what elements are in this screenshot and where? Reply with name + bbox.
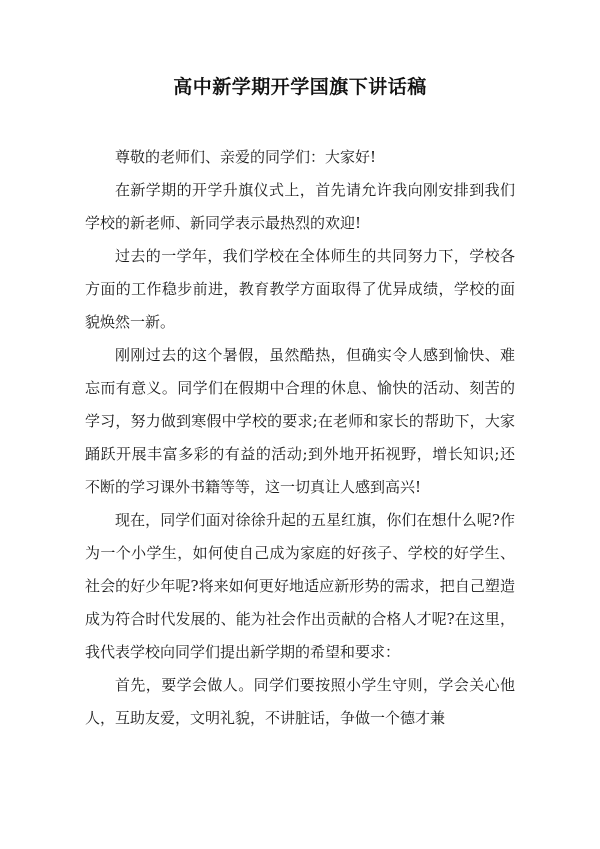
paragraph-greeting: 尊敬的老师们、亲爱的同学们：大家好!	[115, 148, 377, 166]
paragraph-summer: 刚刚过去的这个暑假，虽然酷热，但确实令人感到愉快、难忘而有意义。同学们在假期中合理的休息、愉快的活动、刻苦的学习，努力做到寒假中学校的要求;在老师和家长的帮助下，大家踊跃开展丰富多彩的有益的活动;到外地开拓视野，增长知识;还不断的学习课外书籍等等，这一切真让人感到高兴!	[85, 346, 515, 496]
document-title: 高中新学期开学国旗下讲话稿	[173, 76, 427, 98]
document-body	[85, 141, 515, 735]
paragraph-past-year: 过去的一学年，我们学校在全体师生的共同努力下，学校各方面的工作稳步前进，教育教学方面取得了优异成绩，学校的面貌焕然一新。	[85, 247, 515, 331]
paragraph-welcome: 在新学期的开学升旗仪式上，首先请允许我向刚安排到我们学校的新老师、新同学表示最热烈的欢迎!	[85, 181, 515, 232]
paragraph-now: 现在，同学们面对徐徐升起的五星红旗，你们在想什么呢?作为一个小学生，如何使自己成为家庭的好孩子、学校的好学生、社会的好少年呢?将来如何更好地适应新形势的需求，把自己塑造成为符合时代发展的、能为社会作出贡献的合格人才呢?在这里，我代表学校向同学们提出新学期的希望和要求：	[85, 511, 515, 661]
paragraph-first: 首先，要学会做人。同学们要按照小学生守则，学会关心他人，互助友爱，文明礼貌，不讲脏话，争做一个德才兼	[85, 676, 515, 727]
